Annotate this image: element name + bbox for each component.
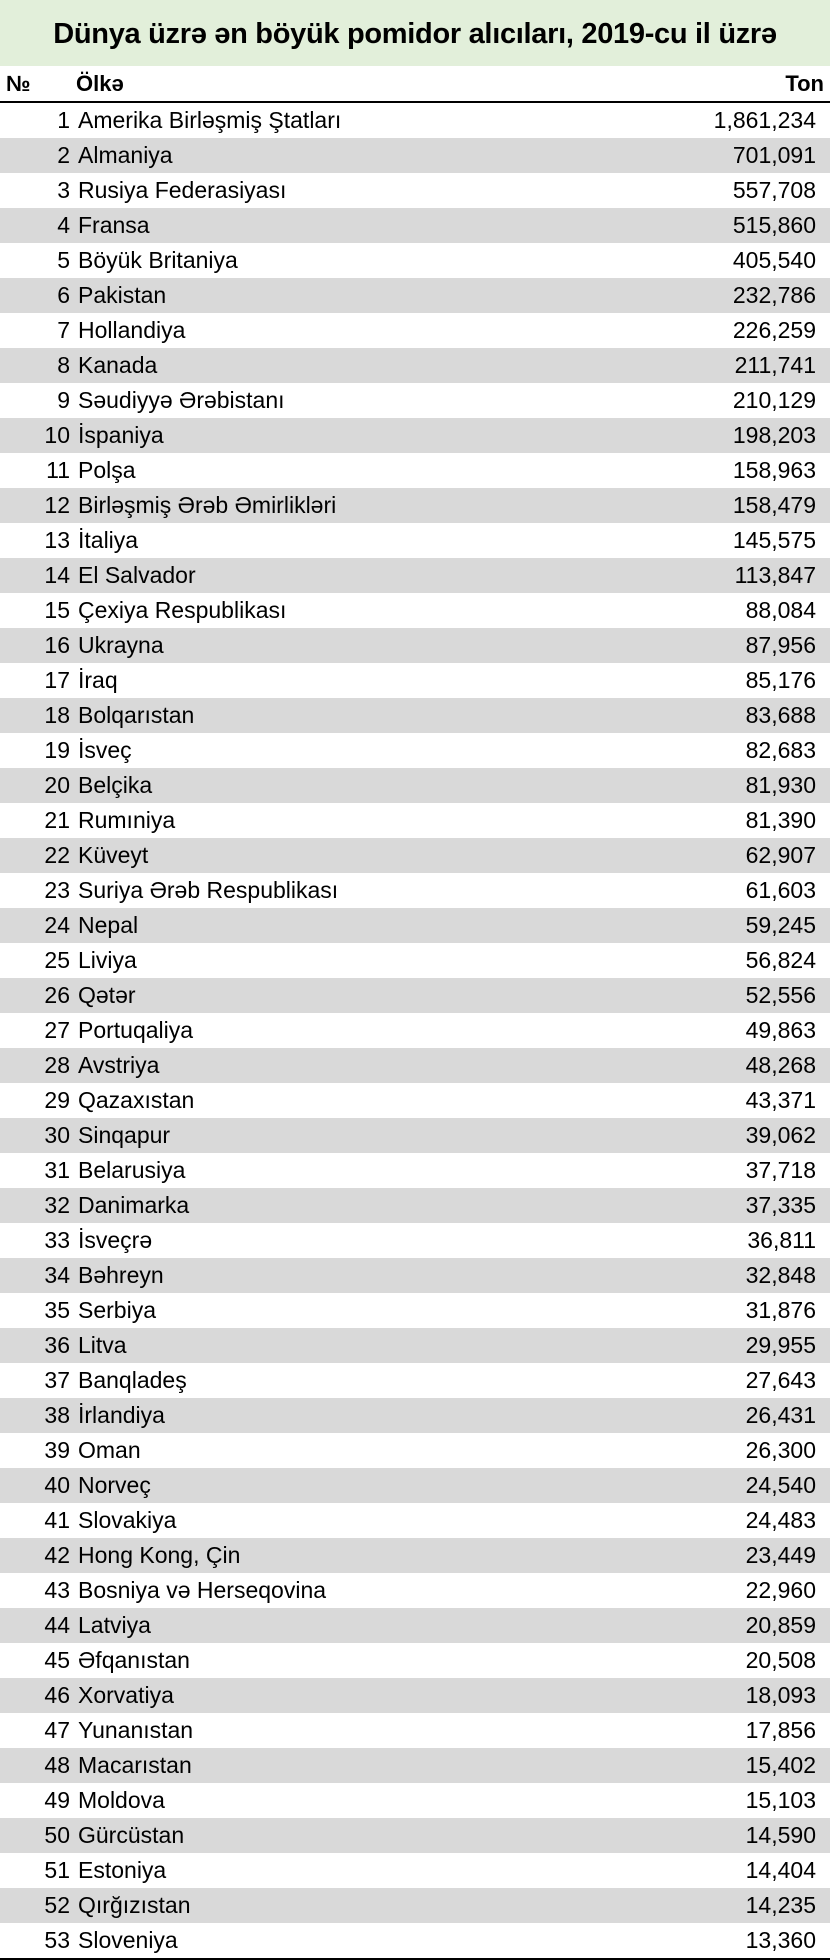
row-tons: 49,863 (745, 1017, 816, 1043)
row-number: 24 (44, 912, 70, 938)
row-number: 17 (44, 667, 70, 693)
row-country: Yunanıstan (78, 1717, 194, 1743)
row-tons: 22,960 (745, 1577, 816, 1603)
row-country: İrlandiya (78, 1402, 165, 1428)
row-country: Fransa (78, 212, 150, 238)
row-tons: 48,268 (745, 1052, 816, 1078)
row-tons: 158,479 (732, 492, 816, 518)
table-row (0, 558, 830, 593)
row-number: 44 (44, 1612, 70, 1638)
row-number: 40 (44, 1472, 70, 1498)
row-number: 49 (44, 1787, 70, 1813)
row-tons: 17,856 (745, 1717, 816, 1743)
table-row (0, 138, 830, 173)
table-row (0, 1013, 830, 1048)
table-row (0, 663, 830, 698)
table-row (0, 1048, 830, 1083)
row-number: 50 (44, 1822, 70, 1848)
row-number: 53 (44, 1927, 70, 1953)
row-country: İraq (78, 667, 118, 693)
row-tons: 81,390 (745, 807, 816, 833)
table-title: Dünya üzrə ən böyük pomidor alıcıları, 2019-cu il üzrə (0, 0, 830, 66)
row-country: Latviya (78, 1612, 151, 1638)
table-row (0, 1223, 830, 1258)
table-row (0, 1468, 830, 1503)
row-number: 21 (44, 807, 70, 833)
row-tons: 198,203 (732, 422, 816, 448)
table-row (0, 1328, 830, 1363)
row-tons: 31,876 (745, 1297, 816, 1323)
row-country: Böyük Britaniya (78, 247, 238, 273)
row-number: 18 (44, 702, 70, 728)
row-number: 1 (57, 107, 70, 133)
row-tons: 20,508 (745, 1647, 816, 1673)
row-country: Qırğızıstan (78, 1892, 191, 1918)
row-tons: 1,861,234 (713, 107, 816, 133)
header-country: Ölkə (76, 70, 124, 96)
row-number: 29 (44, 1087, 70, 1113)
row-number: 27 (44, 1017, 70, 1043)
row-number: 38 (44, 1402, 70, 1428)
row-country: Suriya Ərəb Respublikası (78, 877, 339, 903)
row-tons: 87,956 (745, 632, 816, 658)
row-number: 45 (44, 1647, 70, 1673)
row-tons: 515,860 (732, 212, 816, 238)
table-row (0, 1853, 830, 1888)
row-tons: 15,402 (745, 1752, 816, 1778)
row-country: Belarusiya (78, 1157, 186, 1183)
row-number: 5 (57, 247, 70, 273)
table-row (0, 348, 830, 383)
row-number: 3 (57, 177, 70, 203)
row-number: 19 (44, 737, 70, 763)
row-tons: 59,245 (745, 912, 816, 938)
table-row (0, 1293, 830, 1328)
row-country: Birləşmiş Ərəb Əmirlikləri (78, 492, 337, 518)
table-header-row (0, 66, 830, 103)
table-row (0, 1818, 830, 1853)
table-row (0, 1748, 830, 1783)
table-row (0, 1573, 830, 1608)
row-number: 37 (44, 1367, 70, 1393)
table-body (0, 103, 830, 1958)
row-country: Çexiya Respublikası (78, 597, 287, 623)
row-country: Qətər (78, 982, 136, 1008)
row-tons: 20,859 (745, 1612, 816, 1638)
row-number: 20 (44, 772, 70, 798)
row-tons: 29,955 (745, 1332, 816, 1358)
row-number: 4 (57, 212, 70, 238)
row-tons: 24,540 (745, 1472, 816, 1498)
row-number: 14 (44, 562, 70, 588)
row-number: 11 (46, 457, 70, 483)
table-row (0, 873, 830, 908)
row-tons: 13,360 (745, 1927, 816, 1953)
row-number: 32 (44, 1192, 70, 1218)
row-tons: 62,907 (745, 842, 816, 868)
row-country: Sinqapur (78, 1122, 171, 1148)
table-row (0, 488, 830, 523)
table-row (0, 768, 830, 803)
table-row (0, 1188, 830, 1223)
row-number: 30 (44, 1122, 70, 1148)
table-row (0, 1643, 830, 1678)
row-country: Polşa (78, 457, 136, 483)
table-row (0, 698, 830, 733)
row-tons: 32,848 (745, 1262, 816, 1288)
table-row (0, 208, 830, 243)
row-number: 39 (44, 1437, 70, 1463)
row-tons: 37,718 (745, 1157, 816, 1183)
table-row (0, 278, 830, 313)
row-country: Norveç (78, 1472, 151, 1498)
table-row (0, 1083, 830, 1118)
row-country: İsveçrə (78, 1227, 153, 1253)
row-tons: 14,235 (745, 1892, 816, 1918)
table-row (0, 943, 830, 978)
header-tons: Ton (785, 70, 824, 96)
row-number: 42 (44, 1542, 70, 1568)
row-country: Liviya (78, 947, 137, 973)
row-number: 41 (44, 1507, 70, 1533)
row-country: Rusiya Federasiyası (78, 177, 287, 203)
row-number: 6 (57, 282, 70, 308)
row-country: El Salvador (78, 562, 196, 588)
row-number: 7 (57, 317, 70, 343)
row-country: Səudiyyə Ərəbistanı (78, 387, 285, 413)
row-number: 22 (44, 842, 70, 868)
row-number: 28 (44, 1052, 70, 1078)
row-tons: 210,129 (732, 387, 816, 413)
row-country: Amerika Birləşmiş Ştatları (78, 107, 342, 133)
row-tons: 26,431 (745, 1402, 816, 1428)
row-tons: 82,683 (745, 737, 816, 763)
header-number: № (6, 70, 31, 96)
row-country: İspaniya (78, 422, 164, 448)
row-tons: 14,590 (745, 1822, 816, 1848)
row-country: Gürcüstan (78, 1822, 185, 1848)
row-tons: 27,643 (745, 1367, 816, 1393)
table-row (0, 1888, 830, 1923)
table-row (0, 978, 830, 1013)
table-row (0, 1118, 830, 1153)
row-tons: 36,811 (747, 1227, 816, 1253)
row-number: 51 (44, 1857, 70, 1883)
row-tons: 85,176 (745, 667, 816, 693)
table-row (0, 1433, 830, 1468)
row-tons: 226,259 (732, 317, 816, 343)
row-tons: 56,824 (745, 947, 816, 973)
row-number: 23 (44, 877, 70, 903)
row-number: 36 (44, 1332, 70, 1358)
table-row (0, 803, 830, 838)
table-row (0, 523, 830, 558)
row-tons: 88,084 (745, 597, 816, 623)
row-country: İtaliya (78, 527, 139, 553)
table-row (0, 1608, 830, 1643)
row-country: Portuqaliya (78, 1017, 194, 1043)
row-country: Hollandiya (78, 317, 186, 343)
row-country: Belçika (78, 772, 153, 798)
row-country: Macarıstan (78, 1752, 192, 1778)
table-row (0, 1538, 830, 1573)
row-country: Xorvatiya (78, 1682, 174, 1708)
row-tons: 405,540 (732, 247, 816, 273)
row-number: 35 (44, 1297, 70, 1323)
row-number: 12 (44, 492, 70, 518)
row-tons: 15,103 (745, 1787, 816, 1813)
row-country: Avstriya (78, 1052, 160, 1078)
row-number: 33 (44, 1227, 70, 1253)
row-country: Slovakiya (78, 1507, 177, 1533)
row-country: Serbiya (78, 1297, 156, 1323)
row-country: Kanada (78, 352, 158, 378)
row-country: Moldova (78, 1787, 165, 1813)
table-row (0, 453, 830, 488)
row-tons: 52,556 (745, 982, 816, 1008)
row-number: 9 (57, 387, 70, 413)
table-row (0, 593, 830, 628)
row-tons: 23,449 (745, 1542, 816, 1568)
table-row (0, 908, 830, 943)
row-country: Litva (78, 1332, 127, 1358)
row-tons: 113,847 (734, 562, 816, 588)
row-number: 48 (44, 1752, 70, 1778)
row-tons: 18,093 (745, 1682, 816, 1708)
row-tons: 24,483 (745, 1507, 816, 1533)
table-row (0, 1503, 830, 1538)
row-number: 34 (44, 1262, 70, 1288)
table-row (0, 1258, 830, 1293)
table-row (0, 1923, 830, 1958)
row-tons: 211,741 (734, 352, 816, 378)
row-tons: 232,786 (732, 282, 816, 308)
row-tons: 39,062 (745, 1122, 816, 1148)
row-country: Sloveniya (78, 1927, 178, 1953)
row-number: 52 (44, 1892, 70, 1918)
row-country: Almaniya (78, 142, 173, 168)
row-tons: 14,404 (745, 1857, 816, 1883)
row-tons: 43,371 (745, 1087, 816, 1113)
row-country: Rumıniya (78, 807, 176, 833)
table-row (0, 103, 830, 138)
table-row (0, 733, 830, 768)
row-tons: 557,708 (732, 177, 816, 203)
row-number: 43 (44, 1577, 70, 1603)
row-country: İsveç (78, 737, 132, 763)
row-tons: 61,603 (745, 877, 816, 903)
row-country: Oman (78, 1437, 141, 1463)
row-tons: 145,575 (732, 527, 816, 553)
row-tons: 37,335 (745, 1192, 816, 1218)
table-row (0, 418, 830, 453)
row-country: Banqladeş (78, 1367, 187, 1393)
row-country: Hong Kong, Çin (78, 1542, 241, 1568)
table-row (0, 243, 830, 278)
row-country: Bolqarıstan (78, 702, 195, 728)
row-country: Nepal (78, 912, 139, 938)
row-number: 25 (44, 947, 70, 973)
row-tons: 81,930 (745, 772, 816, 798)
row-country: Küveyt (78, 842, 149, 868)
row-tons: 83,688 (745, 702, 816, 728)
row-number: 46 (44, 1682, 70, 1708)
row-tons: 26,300 (745, 1437, 816, 1463)
table-row (0, 1398, 830, 1433)
row-country: Bosniya və Herseqovina (78, 1577, 327, 1603)
row-country: Əfqanıstan (78, 1647, 190, 1673)
row-number: 2 (57, 142, 70, 168)
row-tons: 701,091 (732, 142, 816, 168)
row-number: 10 (44, 422, 70, 448)
table-row (0, 1153, 830, 1188)
table-row (0, 1783, 830, 1818)
table-row (0, 173, 830, 208)
row-country: Danimarka (78, 1192, 190, 1218)
row-country: Bəhreyn (78, 1262, 164, 1288)
row-number: 16 (44, 632, 70, 658)
row-number: 13 (44, 527, 70, 553)
table-row (0, 838, 830, 873)
row-country: Pakistan (78, 282, 167, 308)
table-row (0, 313, 830, 348)
row-number: 26 (44, 982, 70, 1008)
row-country: Qazaxıstan (78, 1087, 195, 1113)
row-tons: 158,963 (732, 457, 816, 483)
row-country: Estoniya (78, 1857, 167, 1883)
table-row (0, 628, 830, 663)
table-row (0, 1713, 830, 1748)
table-row (0, 1678, 830, 1713)
table-row (0, 1363, 830, 1398)
table-row (0, 383, 830, 418)
row-number: 47 (44, 1717, 70, 1743)
row-number: 31 (44, 1157, 70, 1183)
row-country: Ukrayna (78, 632, 164, 658)
row-number: 8 (57, 352, 70, 378)
row-number: 15 (44, 597, 70, 623)
